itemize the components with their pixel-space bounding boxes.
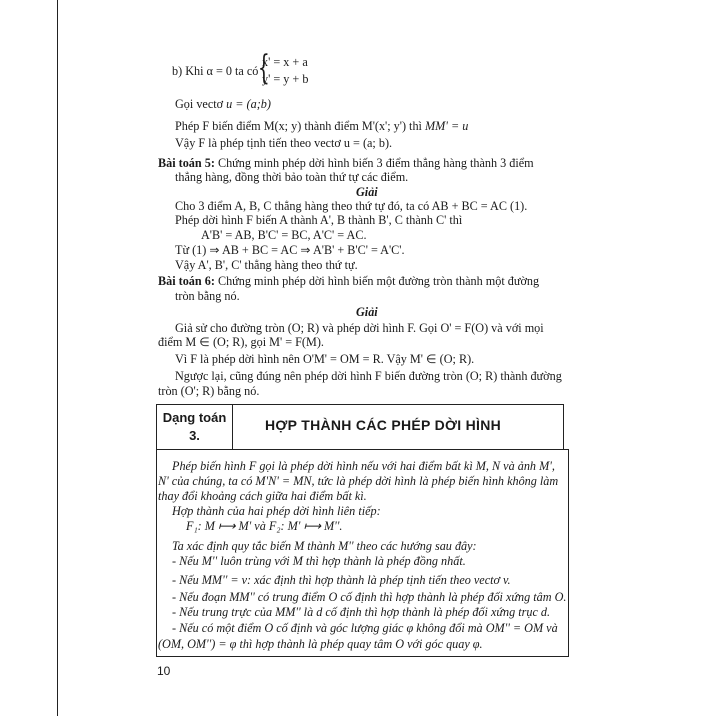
page-left-border: [57, 0, 58, 716]
equation-system: [257, 48, 309, 88]
theory-line-10: - Nếu trung trực của MM'' là d cố định thì hợp thành là phép đối xứng trục d.: [172, 605, 551, 619]
theory-line-5: F₁: M ⟼ M' và F₂: M' ⟼ M''.: [186, 519, 343, 533]
section-type-label: Dạng toán: [162, 410, 227, 425]
theory-line-4: Hợp thành của hai phép dời hình liên tiếp:: [172, 504, 381, 518]
theory-line-2: N' của chúng, ta có M'N' = MN, tức là phép dời hình là phép biến hình không làm: [158, 474, 559, 488]
section-number-cell: [157, 405, 233, 449]
p5-step-1: Cho 3 điểm A, B, C thẳng hàng theo thứ tự đó, ta có AB + BC = AC (1).: [175, 199, 528, 213]
p5-step-3: A'B' = AB, B'C' = BC, A'C' = AC.: [201, 228, 367, 242]
problem-5-text-2: thẳng hàng, đồng thời bảo toàn thứ tự các điểm.: [175, 170, 409, 184]
mapping-line: [175, 119, 468, 134]
p6-step-5: tròn (O'; R) bằng nó.: [158, 384, 260, 398]
theory-line-12: (OM, OM'') = φ thì hợp thành là phép quay tâm O với góc quay φ.: [158, 637, 483, 651]
solution-heading-5: Giải: [356, 185, 378, 199]
p5-step-5: Vậy A', B', C' thẳng hàng theo thứ tự.: [175, 258, 358, 272]
theory-line-8: - Nếu MM'' = v: xác định thì hợp thành là phép tịnh tiến theo vectơ v.: [172, 573, 511, 587]
p5-step-2: Phép dời hình F biến A thành A', B thành B', C thành C' thì: [175, 213, 463, 227]
conclusion-line: Vậy F là phép tịnh tiến theo vectơ u = (a; b).: [175, 136, 393, 150]
brace-icon: {: [257, 48, 270, 88]
vector-u-formula: u = (a;b): [226, 97, 271, 111]
section-title: HỢP THÀNH CÁC PHÉP DỜI HÌNH: [265, 417, 502, 433]
problem-6-text-2: tròn bằng nó.: [175, 289, 240, 303]
problem-5-heading: [158, 156, 534, 171]
sec-b-intro: b) Khi α = 0 ta có: [172, 64, 259, 78]
vector-u-line: [175, 97, 271, 112]
p6-step-2: điểm M ∈ (O; R), gọi M' = F(M).: [158, 335, 324, 349]
problem-6-heading: [158, 274, 539, 289]
system-line-2: y' = y + b: [262, 72, 309, 86]
theory-line-7: - Nếu M'' luôn trùng với M thì hợp thành là phép đồng nhất.: [172, 554, 466, 568]
p5-step-4: Từ (1) ⇒ AB + BC = AC ⇒ A'B' + B'C' = A'C'.: [175, 243, 405, 257]
theory-line-6: Ta xác định quy tắc biến M thành M'' theo các hướng sau đây:: [172, 539, 477, 553]
theory-line-11: - Nếu có một điểm O cố định và góc lượng giác φ không đổi mà OM'' = OM và: [172, 621, 558, 635]
section-number: 3.: [189, 428, 200, 443]
theory-line-1: Phép biến hình F gọi là phép dời hình nếu với hai điểm bất kì M, N và ảnh M',: [172, 459, 555, 473]
solution-heading-6: Giải: [356, 305, 378, 319]
page-number: 10: [157, 664, 171, 678]
mapping-formula: MM' = u: [424, 119, 469, 133]
problem-5-text-1: Chứng minh phép dời hình biến 3 điểm thẳng hàng thành 3 điểm: [217, 156, 534, 170]
problem-6-label: Bài toán 6:: [158, 274, 215, 288]
p6-step-4: Ngược lại, cũng đúng nên phép dời hình F biến đường tròn (O; R) thành đường: [175, 369, 562, 383]
vector-u-text: Gọi vectơ: [175, 97, 224, 111]
system-line-1: x' = x + a: [262, 55, 308, 69]
problem-6-text-1: Chứng minh phép dời hình biến một đường tròn thành một đường: [217, 274, 540, 288]
mapping-text: Phép F biến điểm M(x; y) thành điểm M'(x'; y') thì: [175, 119, 422, 133]
theory-line-3: thay đổi khoảng cách giữa hai điểm bất kì.: [158, 489, 367, 503]
p6-step-3: Vì F là phép dời hình nên O'M' = OM = R. Vậy M' ∈ (O; R).: [175, 352, 475, 366]
problem-5-label: Bài toán 5:: [158, 156, 215, 170]
p6-step-1: Giả sử cho đường tròn (O; R) và phép dời hình F. Gọi O' = F(O) và với mọi: [175, 321, 544, 335]
section-header: [156, 404, 564, 450]
theory-line-9: - Nếu đoạn MM'' có trung điểm O cố định thì hợp thành là phép đối xứng tâm O.: [172, 590, 567, 604]
